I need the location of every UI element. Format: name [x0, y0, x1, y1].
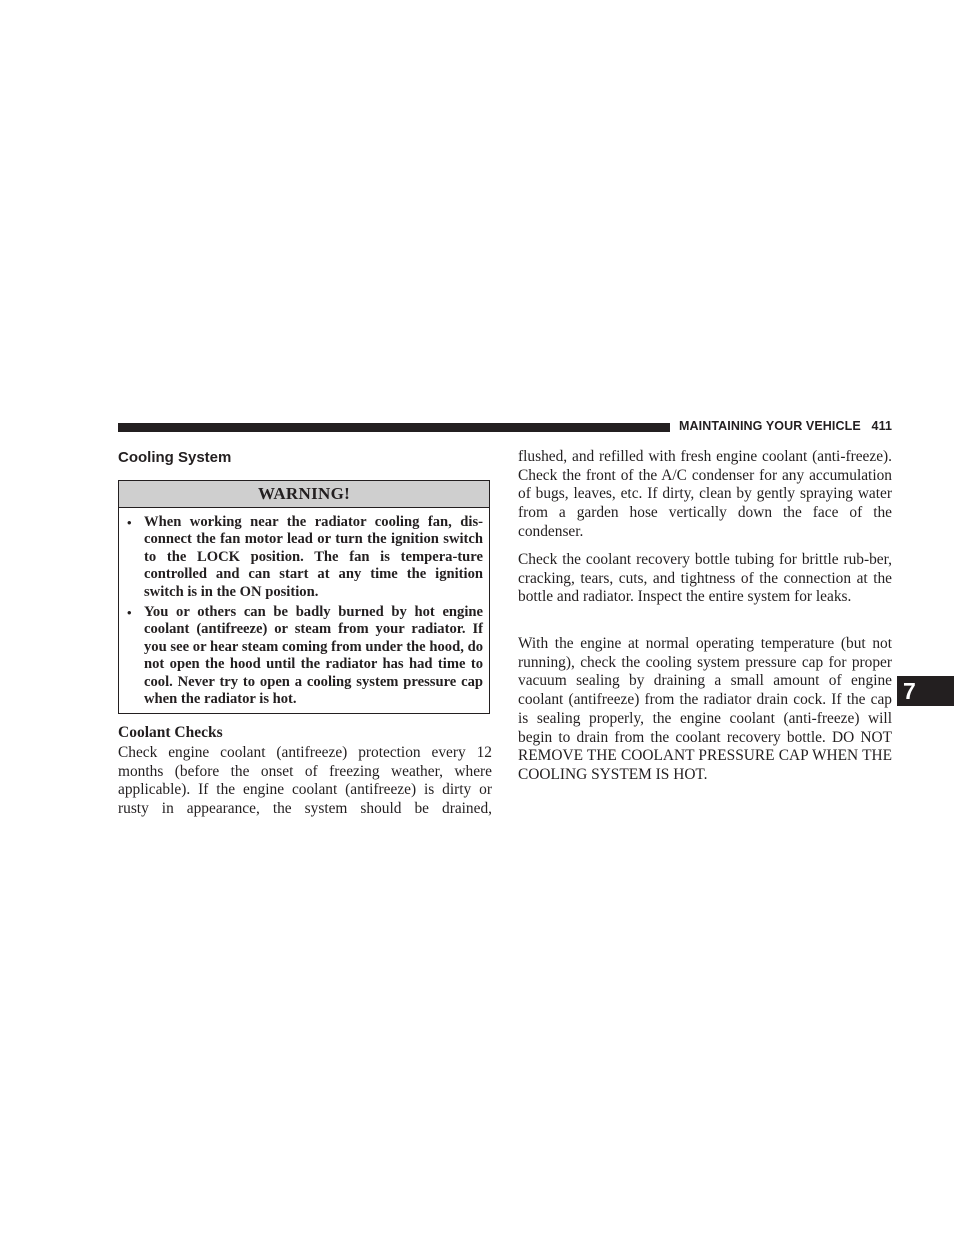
header-section-title: MAINTAINING YOUR VEHICLE: [679, 419, 861, 433]
warning-item: [127, 604, 483, 708]
paragraph-pressure-cap: With the engine at normal operating temperature (but not running), check the cooling system pressure cap for proper vacuum sealing by draining a small amount of engine coolant (antifreeze) from the radiator drain cock. If the cap is sealing properly, the engine coolant (anti-freeze) will begin to drain from the coolant recovery bottle. DO NOT REMOVE THE COOLANT PRESSURE CAP WHEN THE COOLING SYSTEM IS HOT.: [518, 635, 892, 783]
bullet-icon: •: [127, 605, 132, 621]
running-header: [679, 419, 892, 433]
paragraph-coolant-check-intro: Check engine coolant (antifreeze) protection every 12 months (before the onset of freezing weather, where applicable). If the engine coolant (antifreeze) is dirty or rusty in appearance, the system should be drained,: [118, 744, 492, 818]
subheading-coolant-checks: Coolant Checks: [118, 724, 223, 741]
bullet-icon: •: [127, 515, 132, 530]
section-title-cooling-system: Cooling System: [118, 449, 232, 466]
warning-item-text: When working near the radiator cooling fan, dis-connect the fan motor lead or turn the ignition switch to the LOCK position. The fan is tempera-ture controlled and can start at any time the ignition switch is in the ON position.: [144, 514, 483, 600]
paragraph-flush-refill: flushed, and refilled with fresh engine coolant (anti-freeze). Check the front of the A/C condenser for any accumulation of bugs, leaves, etc. If dirty, clean by gently spraying water from a garden hose vertically down the face of the condenser.: [518, 448, 892, 540]
chapter-tab: 7: [897, 676, 954, 706]
warning-list: [119, 508, 489, 708]
warning-item-text: You or others can be badly burned by hot engine coolant (antifreeze) or steam from your radiator. If you see or hear steam coming from under the hood, do not open the hood until the radiator has had time to cool. Never try to open a cooling system pressure cap when the radiator is hot.: [144, 604, 483, 708]
warning-item: [127, 514, 483, 601]
warning-title: WARNING!: [119, 481, 489, 508]
paragraph-recovery-bottle: Check the coolant recovery bottle tubing for brittle rub-ber, cracking, tears, cuts, and tightness of the connection at the bottle and radiator. Inspect the entire system for leaks.: [518, 551, 892, 606]
header-rule: [118, 423, 670, 432]
warning-box: [118, 480, 490, 714]
page-number: 411: [871, 419, 892, 433]
